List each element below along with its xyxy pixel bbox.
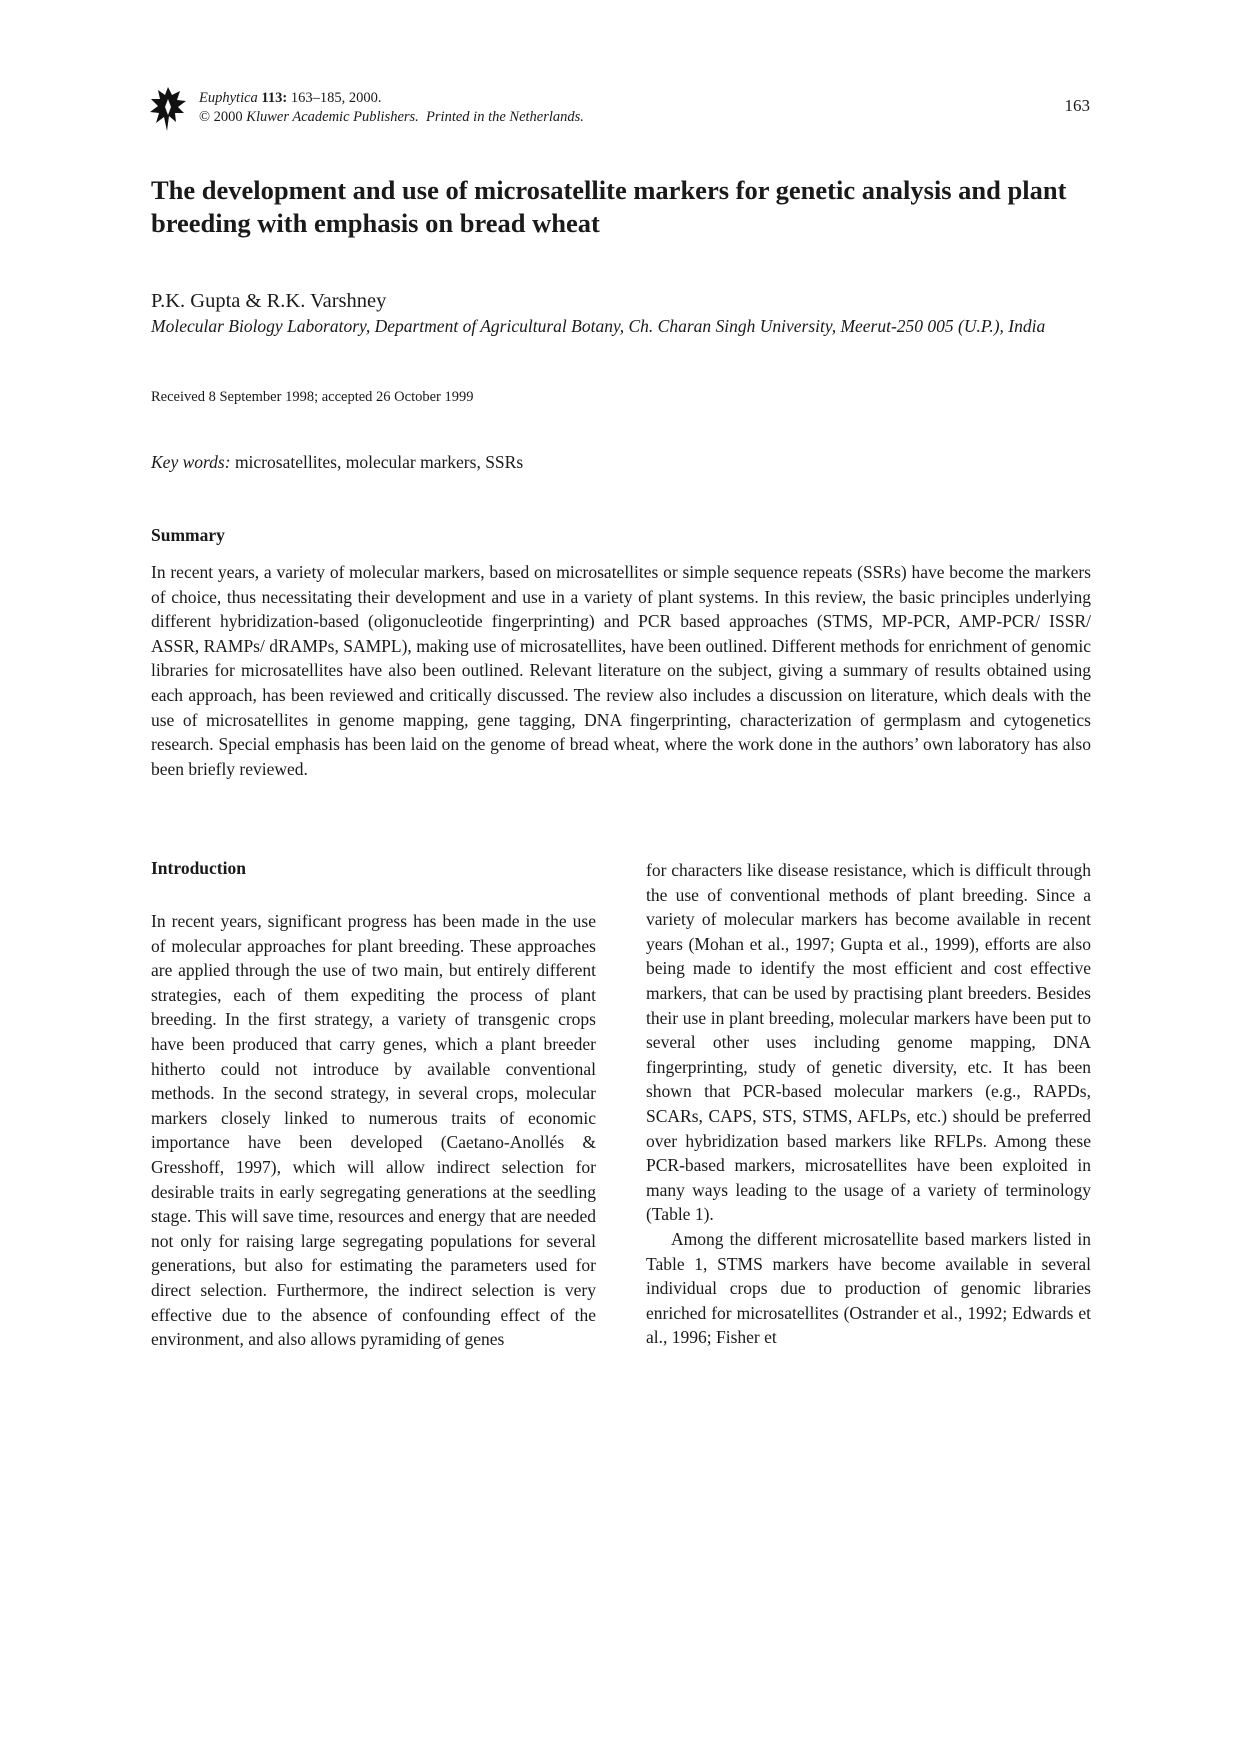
copyright-year: 2000: [213, 109, 243, 125]
journal-volume: 113:: [261, 90, 288, 106]
received-dates: Received 8 September 1998; accepted 26 October 1999: [151, 389, 474, 405]
article-authors: P.K. Gupta & R.K. Varshney: [151, 290, 387, 312]
publisher: Kluwer Academic Publishers.: [246, 109, 419, 125]
introduction-paragraph: for characters like disease resistance, which is difficult through the use of conventional methods of plant breeding. Since a variety of molecular markers has become available in recent years (Mohan et al., 1997; Gupta et al., 1999), efforts are also being made to identify the most efficient and cost effective markers, that can be used by practising plant breeders. Besides their use in plant breeding, molecular markers have been put to several other uses including genome mapping, DNA fingerprinting, study of genetic diversity, etc. It has been shown that PCR-based molecular markers (e.g., RAPDs, SCARs, CAPS, STS, STMS, AFLPs, etc.) should be preferred over hybridization based markers like RFLPs. Among these PCR-based markers, microsatellites have been exploited in many ways leading to the usage of a variety of terminology (Table 1).: [646, 860, 1091, 1225]
keywords: [151, 451, 523, 473]
summary-text: In recent years, a variety of molecular markers, based on microsatellites or simple sequence repeats (SSRs) have become the markers of choice, thus necessitating their development and use in a variety of plant systems. In this review, the basic principles underlying different hybridization-based (oligonucleotide fingerprinting) and PCR based approaches (STMS, MP-PCR, AMP-PCR/ ISSR/ ASSR, RAMPs/ dRAMPs, SAMPL), making use of microsatellites, have been outlined. Different methods for enrichment of genomic libraries for microsatellites have also been outlined. Relevant literature on the subject, giving a summary of results obtained using each approach, has been reviewed and critically discussed. The review also includes a discussion on literature, which deals with the use of microsatellites in genome mapping, gene tagging, DNA fingerprinting, characterization of germplasm and cytogenetics research. Special emphasis has been laid on the genome of bread wheat, where the work done in the authors’ own laboratory has also been briefly reviewed.: [151, 562, 1091, 779]
introduction-paragraph: In recent years, significant progress has been made in the use of molecular approaches for plant breeding. These approaches are applied through the use of two main, but entirely different strategies, each of them expediting the process of plant breeding. In the first strategy, a variety of transgenic crops have been produced that carry genes, which a plant breeder hitherto could not introduce by available conventional methods. In the second strategy, in several crops, molecular markers closely linked to numerous traits of economic importance have been developed (Caetano-Anollés & Gresshoff, 1997), which will allow indirect selection for desirable traits in early segregating generations at the seedling stage. This will save time, resources and energy that are needed not only for raising large segregating populations for several generations, but also for estimating the parameters used for direct selection. Furthermore, the indirect selection is very effective due to the absence of confounding effect of the environment, and also allows pyramiding of genes: [151, 911, 596, 1350]
introduction-heading: Introduction: [151, 858, 246, 878]
author-affiliation: Molecular Biology Laboratory, Department of Agricultural Botany, Ch. Charan Singh University, Meerut-250 005 (U.P.), India: [151, 316, 1046, 336]
article-title: The development and use of microsatellite markers for genetic analysis and plant breeding with emphasis on bread wheat: [151, 175, 1067, 238]
journal-citation: [199, 89, 584, 127]
introduction-paragraph: Among the different microsatellite based markers listed in Table 1, STMS markers have become available in several individual crops due to production of genomic libraries enriched for microsatellites (Ostrander et al., 1992; Edwards et al., 1996; Fisher et: [646, 1228, 1091, 1348]
journal-pages-year: 163–185, 2000.: [290, 90, 382, 106]
journal-line: [199, 89, 584, 108]
introduction-left-column: [151, 909, 596, 1352]
copyright-symbol: ©: [199, 109, 211, 125]
printed-location: Printed in the Netherlands.: [426, 109, 584, 125]
summary-heading: Summary: [151, 525, 225, 545]
journal-name: Euphytica: [199, 90, 258, 106]
keywords-label: Key words:: [151, 452, 231, 472]
introduction-right-column: [646, 858, 1091, 1350]
kluwer-logo-icon: [150, 87, 186, 131]
keywords-list: microsatellites, molecular markers, SSRs: [234, 452, 524, 472]
page-number: 163: [1064, 96, 1090, 115]
copyright-line: [199, 108, 584, 127]
